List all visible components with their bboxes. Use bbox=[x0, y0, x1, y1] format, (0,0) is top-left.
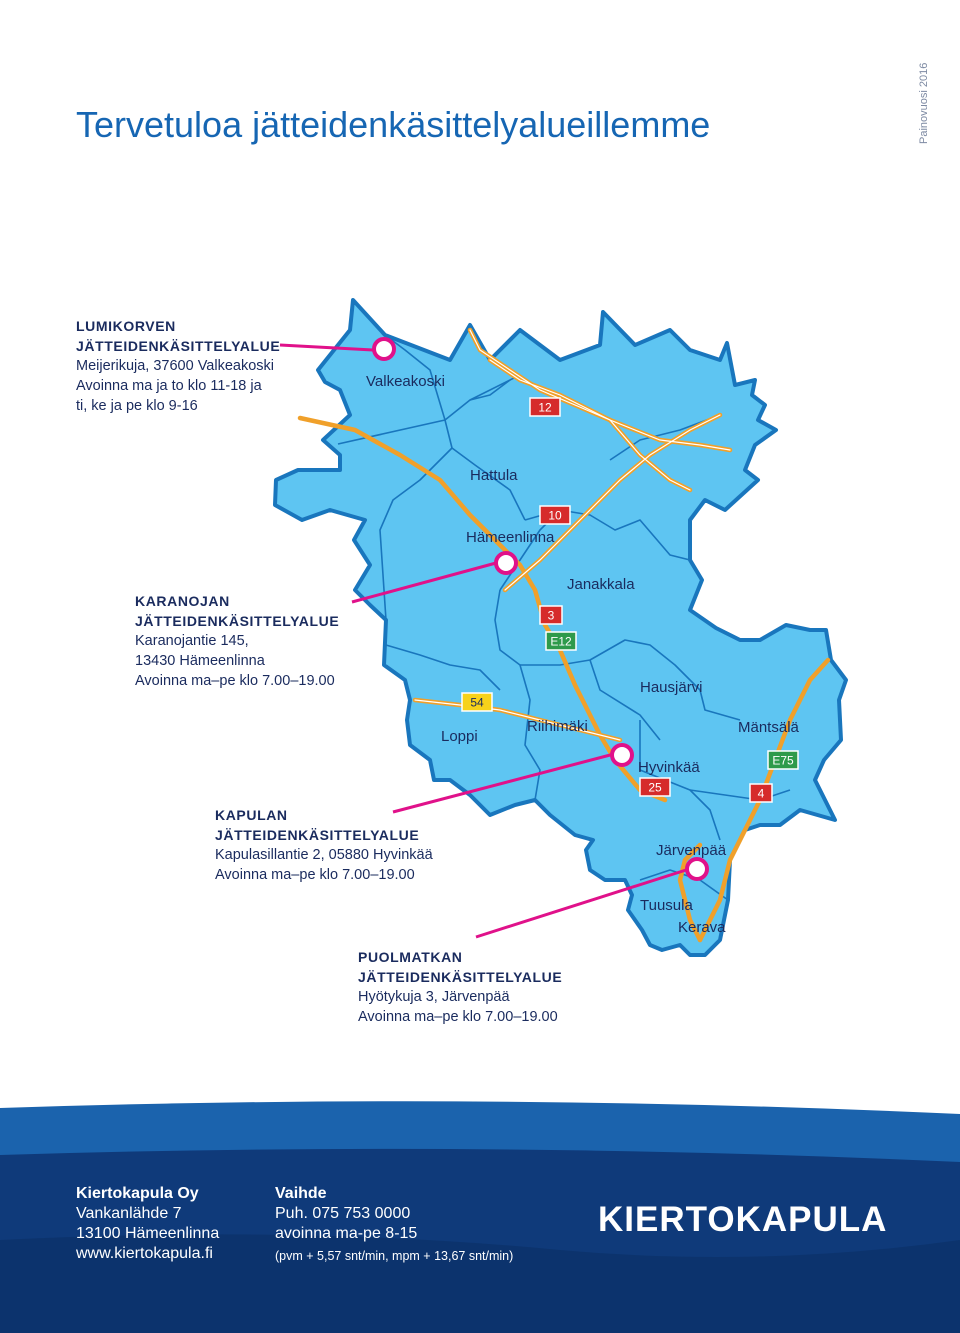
site-type-3: JÄTTEIDENKÄSITTELYALUE bbox=[215, 827, 420, 843]
road-shield bbox=[540, 606, 562, 624]
site-info-lumikorpi bbox=[76, 316, 280, 416]
site-type-4: JÄTTEIDENKÄSITTELYALUE bbox=[358, 969, 563, 985]
print-year: Painovuosi 2016 bbox=[918, 62, 930, 144]
place-label: Loppi bbox=[441, 728, 478, 745]
site-line: Karanojantie 145, bbox=[135, 633, 249, 649]
site-marker-kapula[interactable] bbox=[612, 745, 632, 765]
road-number: 4 bbox=[757, 786, 765, 801]
road-number: E12 bbox=[550, 634, 572, 649]
site-marker-karanoja[interactable] bbox=[496, 553, 516, 573]
place-label: Hyvinkää bbox=[638, 759, 700, 776]
site-line: ti, ke ja pe klo 9-16 bbox=[76, 398, 198, 414]
site-name-2: KARANOJAN bbox=[135, 593, 230, 609]
place-label: Kerava bbox=[678, 919, 726, 936]
place-label: Mäntsälä bbox=[738, 719, 799, 736]
kiertokapula-logo: KIERTOKAPULA bbox=[598, 1200, 888, 1239]
switchboard-hours: avoinna ma-pe 8-15 bbox=[275, 1225, 418, 1242]
road-shield bbox=[640, 778, 670, 796]
site-line: Kapulasillantie 2, 05880 Hyvinkää bbox=[215, 847, 433, 863]
site-info-puolmatka bbox=[358, 947, 562, 1027]
road-shield bbox=[530, 398, 560, 416]
site-line: Avoinna ma–pe klo 7.00–19.00 bbox=[358, 1009, 558, 1025]
site-line: Avoinna ma–pe klo 7.00–19.00 bbox=[135, 673, 335, 689]
site-line: Avoinna ma–pe klo 7.00–19.00 bbox=[215, 867, 415, 883]
road-number: 3 bbox=[547, 608, 555, 623]
company-name: Kiertokapula Oy bbox=[76, 1185, 199, 1202]
place-label: Janakkala bbox=[567, 576, 635, 593]
site-type-2: JÄTTEIDENKÄSITTELYALUE bbox=[135, 613, 340, 629]
site-name-3: KAPULAN bbox=[215, 807, 288, 823]
company-city: 13100 Hämeenlinna bbox=[76, 1225, 220, 1242]
site-name-1: LUMIKORVEN bbox=[76, 318, 176, 334]
page-title: Tervetuloa jätteidenkäsittelyalueillemme bbox=[76, 104, 711, 145]
footer-company bbox=[76, 1184, 219, 1264]
place-label: Riihimäki bbox=[527, 718, 588, 735]
place-label: Tuusula bbox=[640, 897, 693, 914]
switchboard-price-note: (pvm + 5,57 snt/min, mpm + 13,67 snt/min) bbox=[275, 1249, 514, 1263]
place-label: Valkeakoski bbox=[366, 373, 445, 390]
road-number: 12 bbox=[538, 400, 552, 415]
switchboard-title: Vaihde bbox=[275, 1185, 327, 1202]
road-shield bbox=[750, 784, 772, 802]
road-shield bbox=[462, 693, 492, 711]
road-number: E75 bbox=[772, 753, 794, 768]
road-shield bbox=[546, 632, 576, 650]
site-info-kapula bbox=[215, 805, 433, 885]
site-marker-puolmatka[interactable] bbox=[687, 859, 707, 879]
road-shield bbox=[540, 506, 570, 524]
switchboard-phone: Puh. 075 753 0000 bbox=[275, 1205, 411, 1222]
place-label: Hausjärvi bbox=[640, 679, 703, 696]
site-info-karanoja bbox=[135, 591, 339, 691]
footer-switchboard bbox=[275, 1184, 513, 1266]
road-number: 25 bbox=[648, 780, 662, 795]
site-name-4: PUOLMATKAN bbox=[358, 949, 463, 965]
site-marker-lumikorpi[interactable] bbox=[374, 339, 394, 359]
company-website-link[interactable]: www.kiertokapula.fi bbox=[76, 1245, 213, 1262]
site-line: Avoinna ma ja to klo 11-18 ja bbox=[76, 378, 262, 394]
site-type-1: JÄTTEIDENKÄSITTELYALUE bbox=[76, 338, 281, 354]
site-line: Hyötykuja 3, Järvenpää bbox=[358, 989, 510, 1005]
place-label: Hattula bbox=[470, 467, 518, 484]
place-label: Hämeenlinna bbox=[466, 529, 555, 546]
site-line: 13430 Hämeenlinna bbox=[135, 653, 265, 669]
company-address: Vankanlähde 7 bbox=[76, 1205, 182, 1222]
road-number: 10 bbox=[548, 508, 562, 523]
road-number: 54 bbox=[470, 695, 484, 710]
road-shield bbox=[768, 751, 798, 769]
site-line: Meijerikuja, 37600 Valkeakoski bbox=[76, 358, 275, 374]
place-label: Järvenpää bbox=[656, 842, 727, 859]
